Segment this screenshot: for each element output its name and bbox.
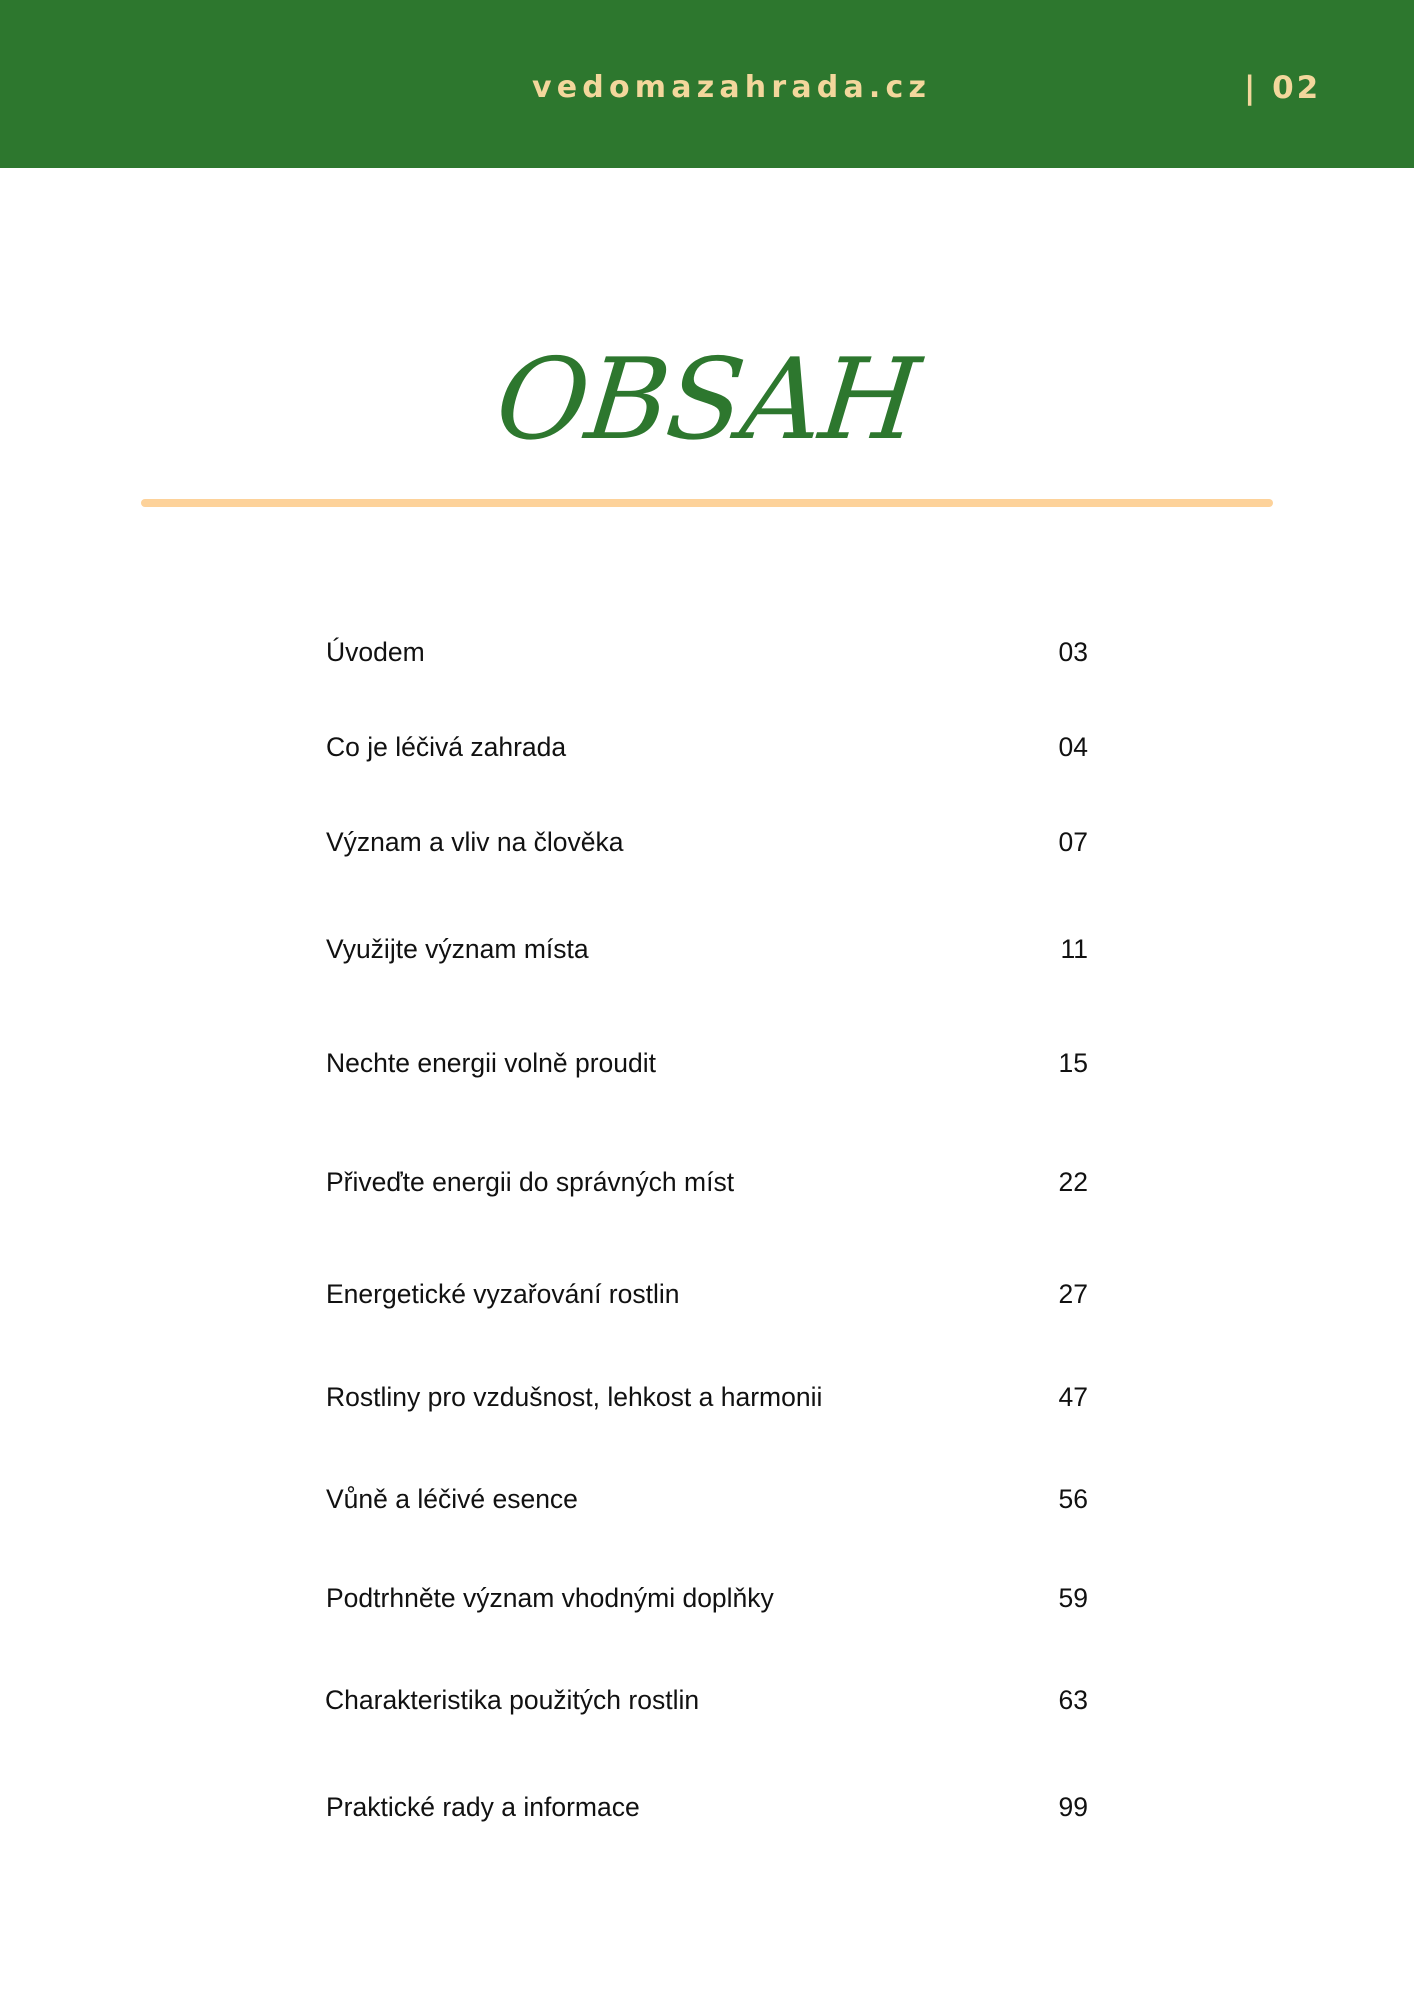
toc-item-page: 04 [1058,732,1088,762]
toc-item[interactable] [326,1481,1088,1517]
page-number: | 02 [1244,70,1322,106]
toc-item-page: 59 [1058,1583,1088,1613]
toc-item-label: Praktické rady a informace [326,1792,640,1822]
toc-item-page: 03 [1058,637,1088,667]
toc-item-page: 47 [1058,1382,1088,1412]
toc-item-page: 63 [1058,1685,1088,1715]
toc-item-label: Vůně a léčivé esence [326,1484,578,1514]
toc-item-label: Využijte význam místa [326,934,589,964]
toc-item-label: Energetické vyzařování rostlin [326,1279,680,1309]
toc-item-page: 15 [1058,1048,1088,1078]
toc-item-label: Rostliny pro vzdušnost, lehkost a harmonii [326,1382,823,1412]
toc-item-label: Úvodem [326,637,425,667]
toc-item-page: 99 [1058,1792,1088,1822]
toc-item-page: 11 [1060,934,1088,964]
toc-item-page: 27 [1058,1279,1088,1309]
toc-item-page: 56 [1058,1484,1088,1514]
site-name: vedomazahrada.cz [532,70,932,105]
toc-item[interactable] [326,1379,1088,1415]
toc-item[interactable] [326,729,1088,765]
toc-item[interactable] [326,931,1088,967]
page-title: OBSAH [490,335,924,465]
toc-item-label: Nechte energii volně proudit [326,1048,656,1078]
toc-item-page: 22 [1058,1167,1088,1197]
toc-item[interactable] [325,1682,1088,1718]
toc-item[interactable] [326,634,1088,670]
toc-item-label: Co je léčivá zahrada [326,732,567,762]
toc-item[interactable] [326,1164,1088,1200]
toc-item[interactable] [326,1276,1088,1312]
toc-item[interactable] [326,1045,1088,1081]
toc-item-page: 07 [1058,827,1088,857]
toc-item-label: Charakteristika použitých rostlin [325,1685,700,1715]
toc-item[interactable] [326,1789,1088,1825]
toc-item[interactable] [326,824,1088,860]
toc-item[interactable] [326,1580,1088,1616]
toc-item-label: Význam a vliv na člověka [326,827,624,857]
toc-item-label: Přiveďte energii do správných míst [326,1167,735,1197]
toc-item-label: Podtrhněte význam vhodnými doplňky [326,1583,774,1613]
